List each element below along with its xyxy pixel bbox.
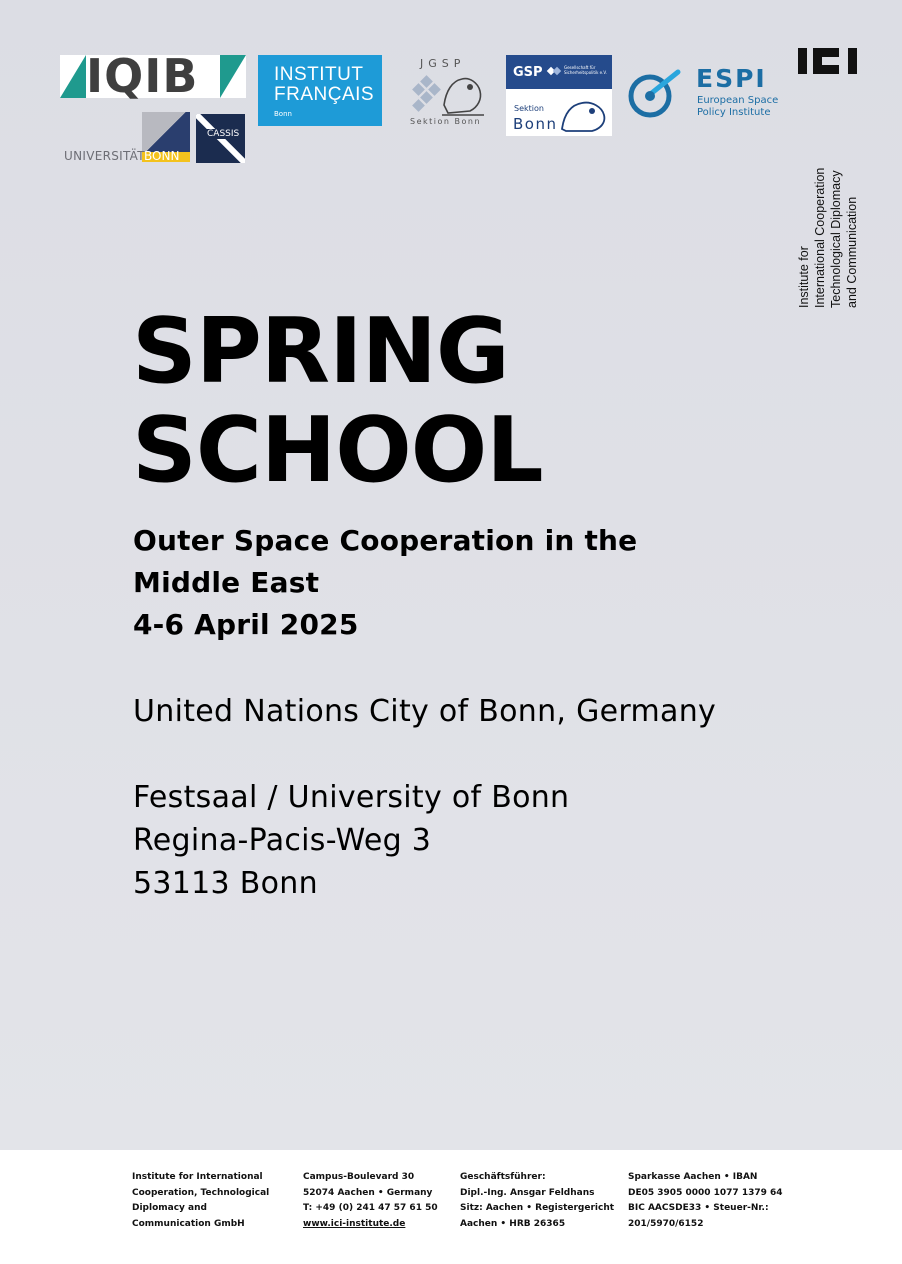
page-title [132, 299, 782, 503]
event-location: United Nations City of Bonn, Germany [133, 694, 717, 729]
footer-contact-column [303, 1170, 438, 1232]
footer-line: Sparkasse Aachen • IBAN [628, 1172, 758, 1182]
footer-line: BIC AACSDE33 • Steuer-Nr.: [628, 1203, 769, 1213]
footer-line: Campus-Boulevard 30 [303, 1172, 415, 1182]
title-line2: SCHOOL [132, 398, 543, 503]
ici-block-c [813, 48, 839, 74]
subtitle-line2: Middle East [133, 566, 320, 599]
event-subtitle [133, 520, 783, 646]
ici-line: Institute for [797, 246, 811, 308]
footer-line: Dipl.-Ing. Ansgar Feldhans [460, 1187, 595, 1198]
footer-line: Communication GmbH [132, 1218, 245, 1229]
footer-line: Sitz: Aachen • Registergericht [460, 1203, 615, 1213]
espi-orbit-icon [626, 66, 684, 122]
iqib-logo-text: IQIB [86, 49, 199, 103]
iqib-triangle-right [220, 55, 246, 98]
footer-line: Geschäftsführer: [460, 1172, 546, 1182]
footer-line: 52074 Aachen • Germany [303, 1187, 433, 1198]
gsp-logo-bonn: Bonn [513, 115, 558, 133]
footer-line: Cooperation, Technological [132, 1187, 270, 1198]
institut-francais-logo [258, 55, 382, 126]
page-footer [0, 1150, 902, 1264]
gsp-logo [506, 55, 612, 136]
address-line2: Regina-Pacis-Weg 3 [133, 823, 432, 858]
university-bonn-suffix: BONN [144, 149, 180, 163]
footer-line: 201/5970/6152 [628, 1218, 704, 1229]
ici-logo [796, 48, 862, 308]
gsp-logo-sektion: Sektion [514, 104, 544, 113]
gsp-logo-text: GSP [513, 65, 543, 80]
footer-line: Aachen • HRB 26365 [460, 1218, 566, 1229]
event-date: 4-6 April 2025 [133, 608, 359, 641]
footer-management-column [460, 1170, 614, 1232]
jgsp-logo-subtext: Sektion Bonn [410, 117, 482, 126]
espi-logo [626, 64, 780, 122]
ici-line: International Cooperation [813, 167, 827, 308]
footer-bank-column [628, 1170, 783, 1232]
footer-line: Diplomacy and [132, 1203, 207, 1213]
footer-website-link[interactable]: www.ici-institute.de [303, 1218, 406, 1229]
ici-block-i2 [848, 48, 857, 74]
espi-logo-line1: European Space [697, 95, 779, 106]
university-bonn-prefix: UNIVERSITÄT [64, 149, 145, 163]
footer-line: T: +49 (0) 241 47 57 61 50 [303, 1203, 438, 1213]
institut-francais-line3: Bonn [274, 110, 292, 118]
title-line1: SPRING [132, 299, 509, 404]
footer-line: Institute for International [132, 1172, 263, 1182]
jgsp-logo [406, 57, 486, 129]
jgsp-lion-icon [408, 71, 486, 117]
ici-vertical-text [796, 84, 862, 308]
footer-company-column [132, 1170, 269, 1232]
jgsp-logo-text: JGSP [420, 57, 466, 70]
iqib-triangle-left [60, 55, 86, 98]
gsp-diamond-icon [546, 65, 562, 79]
footer-line: DE05 3905 0000 1077 1379 64 [628, 1187, 783, 1198]
event-address [133, 776, 569, 905]
cassis-logo-text: CASSIS [207, 129, 240, 139]
address-line3: 53113 Bonn [133, 866, 318, 901]
gsp-logo-tagline: Gesellschaft für Sicherheitspolitik e.V. [564, 65, 607, 75]
institut-francais-line1: INSTITUT [274, 64, 364, 85]
cassis-logo [196, 114, 245, 163]
subtitle-line1: Outer Space Cooperation in the [133, 524, 638, 557]
ici-line: Technological Diplomacy [829, 170, 843, 308]
university-bonn-mark [142, 112, 190, 152]
university-bonn-logo [64, 112, 190, 164]
espi-logo-text: ESPI [696, 64, 767, 93]
ici-block-i1 [798, 48, 807, 74]
espi-logo-line2: Policy Institute [697, 107, 771, 118]
address-line1: Festsaal / University of Bonn [133, 780, 570, 815]
gsp-lion-icon [558, 95, 610, 133]
iqib-logo [60, 49, 246, 103]
institut-francais-line2: FRANÇAIS [274, 84, 375, 105]
ici-line: and Communication [845, 196, 859, 308]
